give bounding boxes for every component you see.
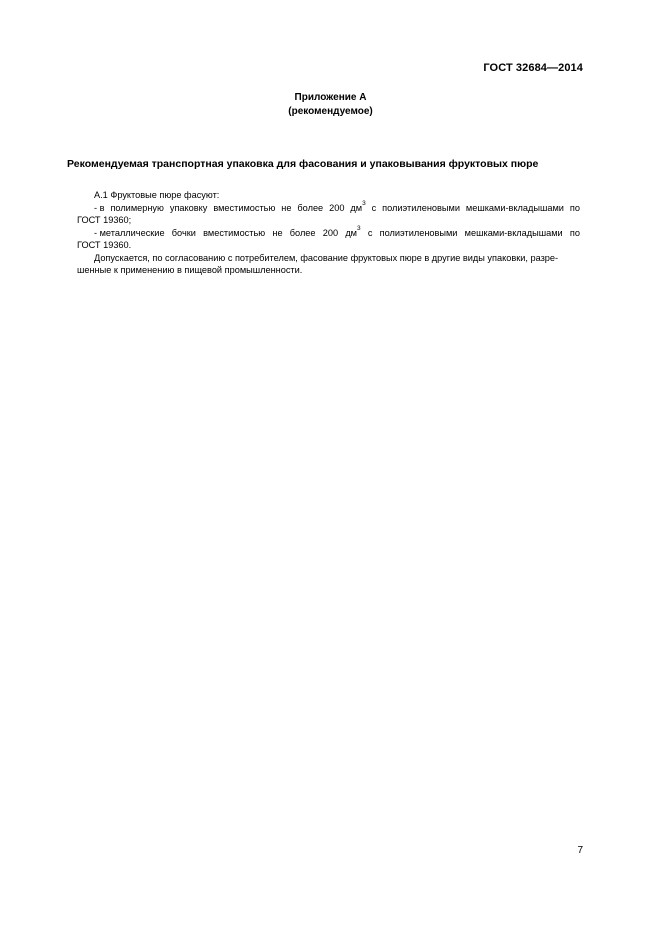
word: полимерную xyxy=(110,202,164,213)
word: мешками-вкладышами xyxy=(465,202,564,213)
note-text: Допускается, по согласованию с потребителем, фасование фруктовых пюре в другие виды упаковки, разре- xyxy=(94,252,559,263)
word: - в xyxy=(94,202,105,213)
word: более xyxy=(297,202,324,213)
word: упаковку xyxy=(169,202,208,213)
list-item-polymer-packaging xyxy=(77,202,580,227)
standard-number: ГОСТ 32684—2014 xyxy=(483,62,583,74)
unit: $дм^3$ xyxy=(345,225,361,238)
appendix-heading xyxy=(0,91,661,119)
document-body xyxy=(77,189,580,277)
word: с xyxy=(367,227,373,238)
list-item-line xyxy=(77,227,580,240)
word: 200 xyxy=(329,202,345,213)
word: вместимостью xyxy=(203,227,266,238)
word: 200 xyxy=(322,227,339,238)
word: не xyxy=(281,202,292,213)
word: полиэтиленовыми xyxy=(382,202,460,213)
word: полиэтиленовыми xyxy=(379,227,458,238)
word: не xyxy=(272,227,283,238)
word: - металлические xyxy=(94,227,165,238)
page-number: 7 xyxy=(577,845,583,856)
appendix-status: (рекомендуемое) xyxy=(288,106,373,117)
unit: $дм^3$ xyxy=(350,200,366,213)
word: по xyxy=(569,227,580,238)
clause-intro: А.1 Фруктовые пюре фасуют: xyxy=(94,190,220,200)
word: более xyxy=(289,227,316,238)
list-item-line xyxy=(77,202,580,215)
word: мешками-вкладышами xyxy=(464,227,563,238)
appendix-title: Приложение А xyxy=(294,92,367,103)
list-item-continuation: ГОСТ 19360. xyxy=(77,240,132,250)
note-line xyxy=(77,252,580,265)
word: вместимостью xyxy=(213,202,276,213)
note-paragraph xyxy=(77,252,580,277)
word: с xyxy=(371,202,377,213)
word: бочки xyxy=(171,227,196,238)
word: по xyxy=(569,202,580,213)
list-item-metal-barrels xyxy=(77,227,580,252)
list-item-continuation: ГОСТ 19360; xyxy=(77,215,132,225)
note-continuation: шенные к применению в пищевой промышленности. xyxy=(77,265,303,275)
section-title: Рекомендуемая транспортная упаковка для фасования и упаковывания фруктовых пюре xyxy=(67,158,539,170)
